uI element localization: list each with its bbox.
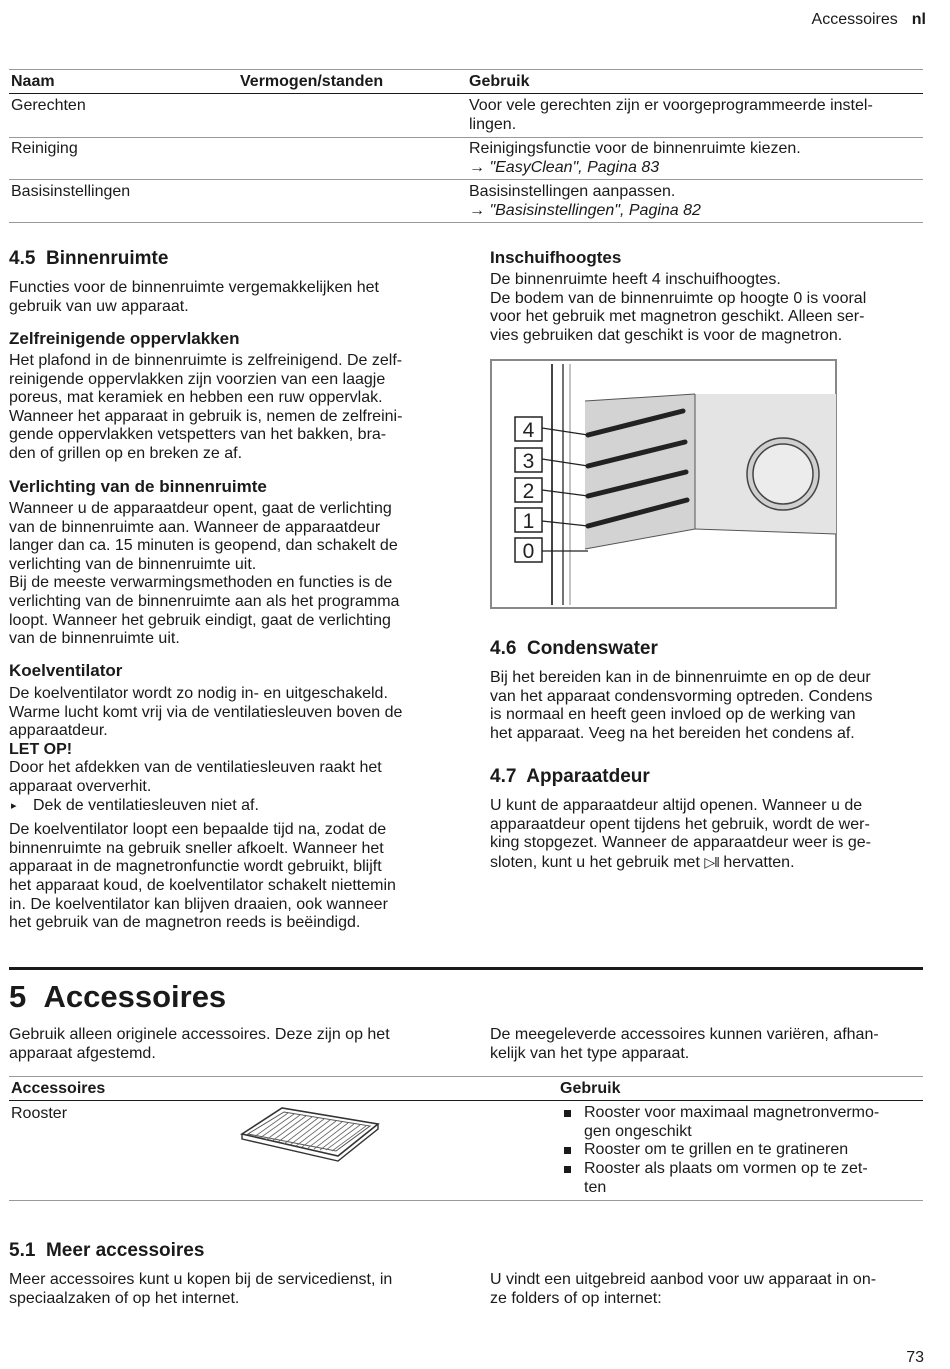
koelventilator-text: De koelventilator wordt zo nodig in- en uitgeschakeld. Warme lucht komt vrij via de ventilatiesleuven boven de apparaatdeur. LET OP! Door het afdekken van de ventilatiesleuven raakt het apparaat oververhit. ▸ Dek de ventilatiesleuven niet af. De koelventilator loopt een bepaalde tijd na, zodat de binnenruimte na gebruik sneller afkoelt. Wanneer het apparaat in de magnetronfunctie wordt gebruikt, blijft het apparaat koud, de koelventilator schakelt niettemin in. De koelventilator kan blijven draaien, ook wanneer het gebruik van de magnetron reeds is beëindigd. — [9, 685, 449, 933]
square-bullet-icon — [564, 1147, 571, 1154]
table-cell-name: Reiniging — [11, 140, 78, 157]
warning-label: LET OP! — [9, 740, 73, 758]
section-4-5-heading: 4.5 Binnenruimte — [9, 248, 169, 269]
verlichting-text: Wanneer u de apparaatdeur opent, gaat de verlichting van de binnenruimte aan. Wanneer de apparaatdeur langer dan ca. 15 minuten is geopend, dan schakelt de verlichting van de binnenruimte uit. Bij de meeste verwarmingsmethoden en functies is de verlichting van de binnenruimte aan als het programma loopt. Wanneer het gebruik eindigt, gaat de verlichting van de binnenruimte uit. — [9, 500, 400, 648]
table-bottom-rule — [9, 222, 923, 223]
table-row-rule — [9, 179, 923, 180]
table-cell-name: Gerechten — [11, 97, 86, 114]
zelfreinigend-text: Het plafond in de binnenruimte is zelfreinigend. De zelf- reinigende oppervlakken zijn voorzien van een laagje poreus, mat keramiek en hebben een ruw oppervlak. Wanneer het apparaat in gebruik is, nemen de zelfreini- gende oppervlakken vetspetters van het bakken, bra- den of grillen op en breken ze af. — [9, 352, 403, 462]
level-label-1: 1 — [522, 510, 535, 533]
chapter-5-heading: 5 Accessoires — [9, 979, 227, 1014]
meer-accessoires-left: Meer accessoires kunt u kopen bij de servicedienst, in speciaalzaken of op het internet. — [9, 1271, 393, 1307]
square-bullet-icon — [564, 1166, 571, 1173]
page-reference-link[interactable]: → "Basisinstellingen", Pagina 82 — [469, 202, 701, 219]
level-label-3: 3 — [522, 450, 535, 473]
header-language: nl — [911, 11, 926, 28]
table-cell-use: Reinigingsfunctie voor de binnenruimte kiezen. → "EasyClean", Pagina 83 — [469, 139, 919, 177]
level-label-4: 4 — [522, 419, 535, 442]
table-row-rule — [9, 137, 923, 138]
level-label-2: 2 — [522, 480, 535, 503]
triangle-bullet-icon: ▸ — [11, 799, 17, 812]
list-item: Rooster als plaats om vormen op te zet- ten — [560, 1160, 920, 1197]
play-pause-icon: ▷‖ — [704, 853, 719, 870]
section-4-7-heading: 4.7 Apparaatdeur — [490, 766, 650, 787]
list-item: Rooster om te grillen en te gratineren — [560, 1141, 920, 1160]
header-section: Accessoires — [811, 11, 898, 28]
chapter-rule — [9, 967, 923, 970]
page-reference-link[interactable]: → "EasyClean", Pagina 83 — [469, 159, 660, 176]
section-4-6-heading: 4.6 Condenswater — [490, 638, 658, 659]
level-label-0: 0 — [522, 540, 535, 563]
table-cell-name: Basisinstellingen — [11, 183, 131, 200]
page-number: 73 — [906, 1349, 924, 1366]
rooster-grid-image — [238, 1104, 380, 1162]
apparaatdeur-text: U kunt de apparaatdeur altijd openen. Wanneer u de apparaatdeur opent tijdens het gebruik, wordt de wer- king stopgezet. Wanneer de apparaatdeur weer is ge- sloten, kunt u het gebruik met ▷‖ hervatten. — [490, 797, 871, 871]
acc-use-list — [560, 1104, 920, 1198]
table-header-rule — [9, 93, 923, 94]
acc-cell-name: Rooster — [11, 1105, 68, 1122]
table-cell-use: Basisinstellingen aanpassen. → "Basisinstellingen", Pagina 82 — [469, 182, 919, 220]
koelventilator-heading: Koelventilator — [9, 661, 123, 680]
section-5-1-heading: 5.1 Meer accessoires — [9, 1240, 205, 1261]
table-top-rule — [9, 69, 923, 70]
warning-action-item: ▸ Dek de ventilatiesleuven niet af. — [11, 796, 259, 814]
section-4-5-intro: Functies voor de binnenruimte vergemakkelijken het gebruik van uw apparaat. — [9, 279, 379, 315]
col-header-vermogen: Vermogen/standen — [240, 73, 384, 90]
acc-col-header-gebruik: Gebruik — [560, 1080, 621, 1097]
acc-col-header-accessoires: Accessoires — [11, 1080, 106, 1097]
inschuifhoogtes-heading: Inschuifhoogtes — [490, 248, 622, 267]
list-item: Rooster voor maximaal magnetronvermo- gen ongeschikt — [560, 1104, 920, 1141]
col-header-naam: Naam — [11, 73, 55, 90]
chapter-5-intro-left: Gebruik alleen originele accessoires. Deze zijn op het apparaat afgestemd. — [9, 1026, 390, 1062]
inschuifhoogtes-text: De binnenruimte heeft 4 inschuifhoogtes. De bodem van de binnenruimte op hoogte 0 is vooral voor het gebruik met magnetron geschikt. Alleen ser- vies gebruiken dat geschikt is voor de magnetron. — [490, 271, 867, 344]
zelfreinigend-heading: Zelfreinigende oppervlakken — [9, 329, 240, 348]
square-bullet-icon — [564, 1110, 571, 1117]
acc-table-header-rule — [9, 1100, 923, 1101]
oven-shelf-levels-diagram — [490, 359, 838, 610]
table-cell-use: Voor vele gerechten zijn er voorgeprogrammeerde instel- lingen. — [469, 97, 873, 133]
condenswater-text: Bij het bereiden kan in de binnenruimte en op de deur van het apparaat condensvorming optreden. Condens is normaal en heeft geen invloed op de werking van het apparaat. Veeg na het bereiden het condens af. — [490, 669, 873, 742]
acc-table-bottom-rule — [9, 1200, 923, 1201]
chapter-5-intro-right: De meegeleverde accessoires kunnen variëren, afhan- kelijk van het type apparaat. — [490, 1026, 879, 1062]
acc-table-top-rule — [9, 1076, 923, 1077]
meer-accessoires-right: U vindt een uitgebreid aanbod voor uw apparaat in on- ze folders of op internet: — [490, 1271, 877, 1307]
running-header — [812, 11, 926, 29]
verlichting-heading: Verlichting van de binnenruimte — [9, 477, 267, 496]
col-header-gebruik: Gebruik — [469, 73, 530, 90]
